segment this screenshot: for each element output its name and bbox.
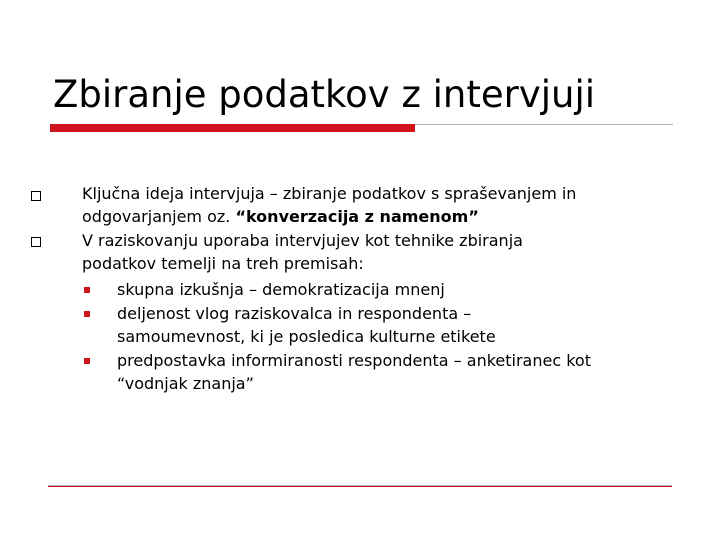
bullet-1-line-2-text: odgovarjanjem oz.: [82, 207, 236, 226]
bullet-1-emphasis: “konverzacija z namenom”: [235, 207, 479, 226]
filled-square-bullet-icon: [84, 287, 90, 293]
filled-square-bullet-icon: [84, 311, 90, 317]
filled-square-bullet-icon: [84, 358, 90, 364]
sub-bullet-3-line-1: predpostavka informiranosti respondenta – anketiranec kot: [117, 351, 591, 370]
slide-title: Zbiranje podatkov z intervjuji: [53, 73, 596, 116]
hollow-square-bullet-icon: [31, 237, 41, 247]
sub-bullet-2-line-2: samoumevnost, ki je posledica kulturne etikete: [117, 327, 496, 346]
footer-rule-accent: [48, 486, 672, 487]
sub-bullet-2-line-1: deljenost vlog raziskovalca in respondenta –: [117, 304, 472, 323]
sub-bullet-3-line-2: “vodnjak znanja”: [117, 374, 254, 393]
bullet-2-line-2: podatkov temelji na treh premisah:: [82, 254, 364, 273]
hollow-square-bullet-icon: [31, 191, 41, 201]
bullet-1-line-2: [82, 205, 479, 228]
bullet-2-line-1: V raziskovanju uporaba intervjujev kot tehnike zbiranja: [82, 231, 523, 250]
bullet-1-line-1: Ključna ideja intervjuja – zbiranje podatkov s spraševanjem in: [82, 184, 577, 203]
sub-bullet-1-line-1: skupna izkušnja – demokratizacija mnenj: [117, 280, 445, 299]
